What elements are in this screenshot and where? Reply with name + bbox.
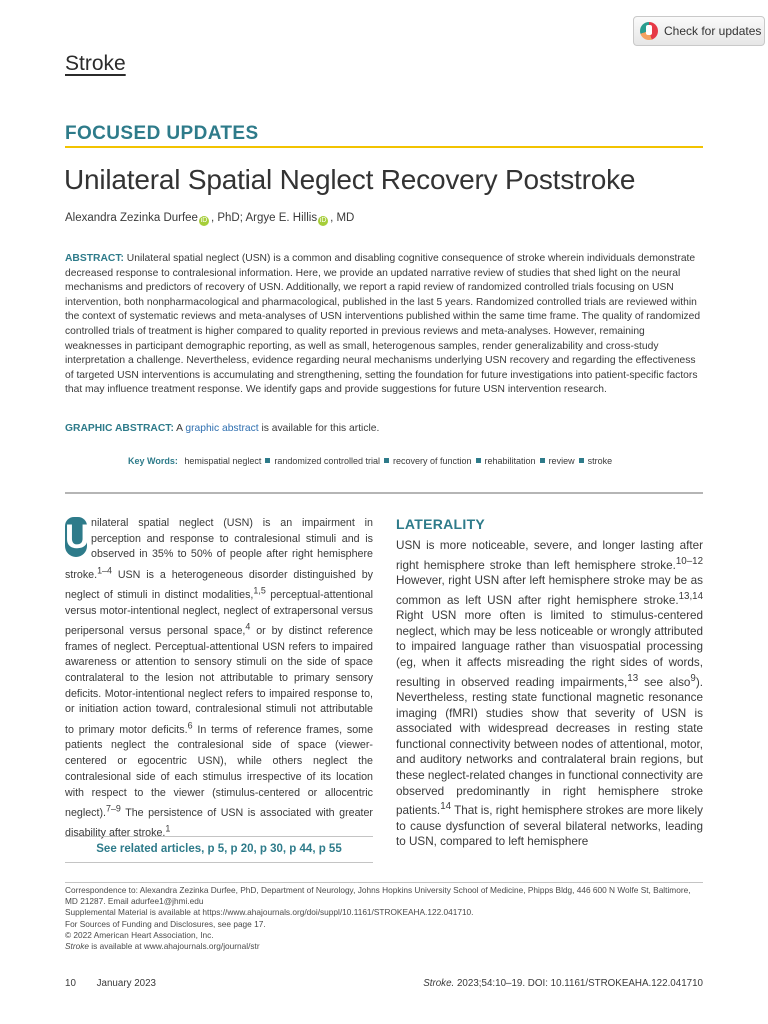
graphic-abstract-pre: A bbox=[173, 423, 186, 434]
keyword: stroke bbox=[587, 456, 613, 466]
citation-text: 2023;54:10–19. DOI: 10.1161/STROKEAHA.122.041710 bbox=[454, 978, 703, 989]
author-name[interactable]: Alexandra Zezinka Durfee bbox=[65, 212, 198, 224]
section-divider bbox=[65, 492, 703, 494]
check-for-updates-button[interactable] bbox=[633, 16, 765, 46]
graphic-abstract-link[interactable]: graphic abstract bbox=[185, 423, 259, 434]
abstract-label: ABSTRACT: bbox=[65, 253, 124, 264]
orcid-icon[interactable]: iD bbox=[200, 217, 208, 224]
author-list bbox=[65, 212, 354, 226]
body-right-text: USN is more noticeable, severe, and longer lasting after right hemisphere stroke than left hemisphere stroke.$^{10-12}$ However, right USN after left hemisphere stroke may be as common as left USN after right hemisphere stroke.$^{13,14}$ Right USN more often is limited to stimulus-centered neglect, which may be less noticeable or wrongly attributed to impaired language rather than visuospatial processing (eg, when it affects misreading the right sides of words, resulting in observed reading impairments,$^{13}$ see also$^9$). Nevertheless, resting state functional magnetic resonance imaging (fMRI) studies show that severity of USN is associated with widespread decreases in resting state functional connectivity between nodes of attentional, motor, and auditory networks and contralateral brain regions, but these neglect-related changes in functional connectivity are observed predominantly in right hemisphere stroke patients.$^{14}$ That is, right hemisphere strokes are more likely to cause dysfunction of several bilateral networks, leading to USN, compared to left hemisphere bbox=[396, 539, 703, 849]
see-related-articles[interactable]: See related articles, p 5, p 20, p 30, p 44, p 55 bbox=[65, 836, 373, 863]
body-column-left bbox=[65, 516, 373, 842]
keyword: rehabilitation bbox=[484, 456, 536, 466]
page-footer bbox=[65, 978, 703, 989]
crossmark-icon bbox=[640, 22, 658, 40]
keyword: review bbox=[548, 456, 575, 466]
body-column-right bbox=[396, 516, 703, 850]
footnote-availability bbox=[65, 941, 703, 952]
graphic-abstract-line bbox=[65, 423, 379, 434]
author-name[interactable]: Argye E. Hillis bbox=[242, 212, 318, 224]
graphic-abstract-label: GRAPHIC ABSTRACT: bbox=[65, 423, 174, 434]
footnotes bbox=[65, 882, 703, 952]
abstract bbox=[65, 252, 703, 398]
footnote-supplemental: Supplemental Material is available at https://www.ahajournals.org/doi/suppl/10.1161/STROKEAHA.122.041710. bbox=[65, 907, 474, 918]
graphic-abstract-post: is available for this article. bbox=[258, 423, 380, 434]
check-for-updates-label: Check for updates bbox=[664, 24, 762, 38]
drop-cap: U bbox=[65, 518, 90, 556]
footnote-funding: For Sources of Funding and Disclosures, see page 17. bbox=[65, 918, 266, 929]
citation-journal: Stroke. bbox=[423, 978, 455, 989]
author-degree: , MD bbox=[330, 212, 355, 224]
keyword-separator bbox=[540, 458, 545, 463]
article-title: Unilateral Spatial Neglect Recovery Poststroke bbox=[64, 164, 636, 195]
author-degree: , PhD; bbox=[210, 212, 243, 224]
keywords-label: Key Words: bbox=[128, 456, 178, 466]
keyword: hemispatial neglect bbox=[184, 456, 262, 466]
availability-journal: Stroke bbox=[65, 941, 89, 952]
footnote-copyright: © 2022 American Heart Association, Inc. bbox=[65, 929, 214, 940]
keyword-separator bbox=[476, 458, 481, 463]
availability-text: is available at www.ahajournals.org/journal/str bbox=[88, 941, 260, 952]
issue-date: January 2023 bbox=[96, 978, 157, 989]
abstract-text: Unilateral spatial neglect (USN) is a common and disabling cognitive consequence of stroke wherein individuals demonstrate decreased response to contralesional information. Here, we provide an updated narrative review of studies that shed light on the neural mechanisms and predictors of recovery of USN. Additionally, we report a rapid review of randomized controlled trials focusing on USN intervention, both nonpharmacological and pharmacological, published in the last 5 years. Randomized controlled trials are reviewed within the context of systematic reviews and meta-analyses of USN interventions published within the same time frame. The quality of randomized controlled trials of treatment is higher compared to quality reported in previous reviews and meta-analyses. However, remaining weaknesses in participant demographic reporting, as well as small, heterogenous samples, render generalizability and cross-study interpretation a challenge. Nevertheless, evidence regarding neural mechanisms underlying USN recovery and regarding the effectiveness of targeted USN interventions is accumulating and strengthening, setting the foundation for future investigations into patient-specific factors that may influence treatment response. We identify gaps and provide suggestions for future USN intervention research. bbox=[65, 253, 701, 396]
keyword: randomized controlled trial bbox=[274, 456, 380, 466]
section-label: FOCUSED UPDATES bbox=[65, 123, 703, 148]
footnote-correspondence: Correspondence to: Alexandra Zezinka Durfee, PhD, Department of Neurology, Johns Hopkins University School of Medicine, Phipps Bldg, 446 600 N Wolfe St, Baltimore, MD 21287. Email adurfee1@jhmi.edu bbox=[65, 885, 691, 907]
keyword-separator bbox=[265, 458, 270, 463]
page-number: 10 bbox=[65, 978, 76, 989]
keyword: recovery of function bbox=[392, 456, 472, 466]
journal-name[interactable]: Stroke bbox=[65, 52, 126, 75]
body-left-text: nilateral spatial neglect (USN) is an impairment in perception and response to contralesional stimuli and is observed in 35% to 50% of people after right hemisphere stroke.$^{1-4}$ USN is a heterogeneous disorder distinguished by neglect of stimuli in distinct modalities,$^{1,5}$ perceptual-attentional versus motor-intentional neglect, neglect of extrapersonal versus peripersonal versus personal space,$^4$ or by distinct reference frames of neglect. Perceptual-attentional USN refers to impaired awareness or attention to sensory stimuli on the side of space contralateral to the lesion not attributable to primary sensory deficits. Motor-intentional neglect refers to impaired response to, or initiation action toward, contralesional stimuli not attributable to primary motor deficits.$^6$ In terms of reference frames, some patients neglect the contralesional side of space (viewer-centered or egocentric USN), while others neglect the contralesional side of each stimulus irrespective of its location with respect to the viewer (stimulus-centered or allocentric neglect).$^{7-9}$ The persistence of USN is associated with greater disability after stroke.$^1$ bbox=[65, 517, 374, 840]
keyword-separator bbox=[384, 458, 389, 463]
keyword-separator bbox=[579, 458, 584, 463]
section-heading-laterality: LATERALITY bbox=[396, 516, 486, 532]
orcid-icon[interactable]: iD bbox=[319, 217, 327, 224]
keywords bbox=[128, 456, 612, 466]
